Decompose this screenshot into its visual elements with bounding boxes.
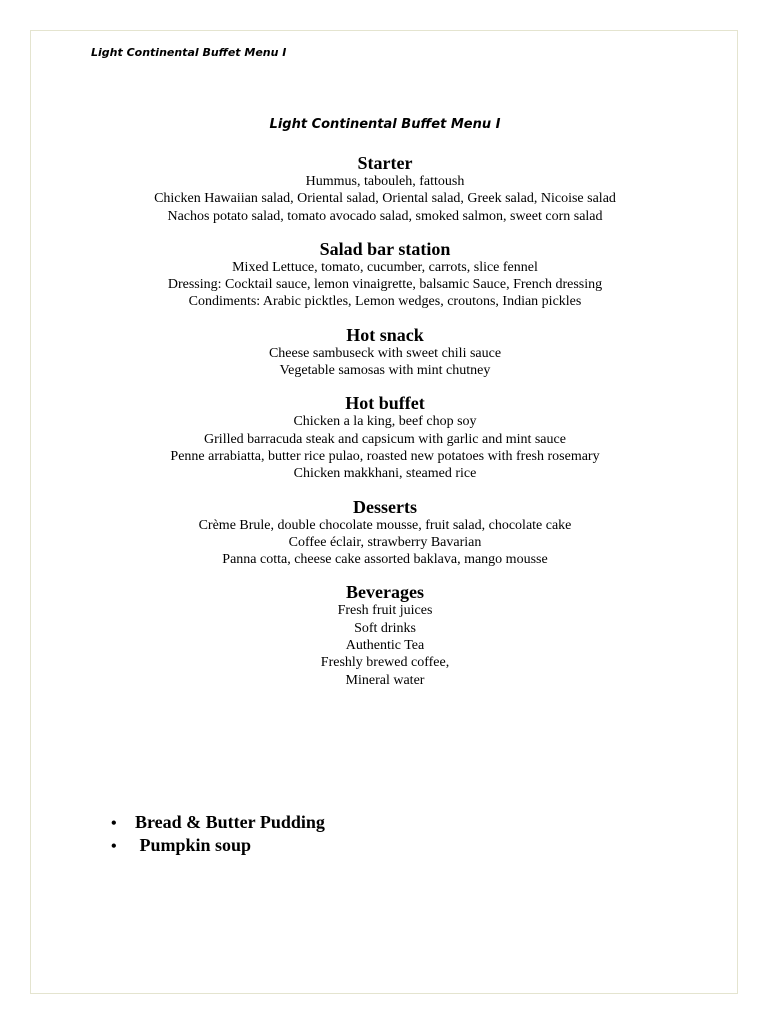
menu-line: Mixed Lettuce, tomato, cucumber, carrots, slice fennel bbox=[232, 259, 538, 275]
section-heading: Hot buffet bbox=[345, 393, 425, 414]
document-page bbox=[30, 30, 738, 994]
document-title: Light Continental Buffet Menu I bbox=[269, 117, 501, 132]
list-item bbox=[111, 811, 325, 834]
menu-line: Crème Brule, double chocolate mousse, fruit salad, chocolate cake bbox=[198, 517, 572, 533]
menu-section-beverages bbox=[31, 582, 739, 688]
list-item bbox=[111, 834, 325, 857]
menu-section-starter bbox=[31, 153, 739, 225]
section-heading: Desserts bbox=[353, 496, 417, 517]
menu-line: Panna cotta, cheese cake assorted baklava, mango mousse bbox=[222, 552, 548, 568]
menu-line: Cheese sambuseck with sweet chili sauce bbox=[268, 345, 502, 361]
menu-line: Vegetable samosas with mint chutney bbox=[279, 363, 491, 379]
extra-items-list bbox=[111, 811, 325, 857]
section-heading: Starter bbox=[357, 153, 413, 173]
section-heading: Hot snack bbox=[346, 324, 424, 345]
menu-line: Mineral water bbox=[345, 672, 425, 688]
menu-section-desserts bbox=[31, 497, 739, 569]
menu-line: Authentic Tea bbox=[345, 638, 425, 654]
menu-line: Condiments: Arabic picktles, Lemon wedges, croutons, Indian pickles bbox=[188, 294, 582, 310]
list-item-label: Pumpkin soup bbox=[135, 835, 252, 855]
section-heading: Beverages bbox=[346, 582, 424, 603]
section-heading: Salad bar station bbox=[319, 238, 451, 259]
menu-section-salad-bar bbox=[31, 239, 739, 311]
menu-line: Fresh fruit juices bbox=[337, 603, 433, 619]
menu-line: Chicken a la king, beef chop soy bbox=[293, 414, 477, 430]
menu-line: Chicken Hawaiian salad, Oriental salad, Oriental salad, Greek salad, Nicoise salad bbox=[154, 191, 616, 207]
menu-line: Penne arrabiatta, butter rice pulao, roasted new potatoes with fresh rosemary bbox=[170, 448, 600, 464]
menu-line: Dressing: Cocktail sauce, lemon vinaigrette, balsamic Sauce, French dressing bbox=[167, 277, 603, 293]
menu-section-hot-buffet bbox=[31, 393, 739, 482]
running-header: Light Continental Buffet Menu I bbox=[91, 46, 287, 59]
menu-line: Freshly brewed coffee, bbox=[320, 655, 450, 671]
bullet-icon: • bbox=[111, 838, 117, 855]
menu-line: Soft drinks bbox=[354, 620, 416, 636]
bullet-icon: • bbox=[111, 815, 117, 832]
list-item-label: Bread & Butter Pudding bbox=[135, 812, 325, 832]
menu-line: Hummus, tabouleh, fattoush bbox=[305, 174, 465, 189]
menu-line: Chicken makkhani, steamed rice bbox=[293, 466, 477, 482]
menu-line: Nachos potato salad, tomato avocado salad, smoked salmon, sweet corn salad bbox=[167, 208, 603, 224]
menu-line: Coffee éclair, strawberry Bavarian bbox=[288, 534, 482, 550]
menu-line: Grilled barracuda steak and capsicum with garlic and mint sauce bbox=[204, 431, 566, 447]
menu-section-hot-snack bbox=[31, 325, 739, 380]
menu-sections bbox=[31, 153, 739, 703]
